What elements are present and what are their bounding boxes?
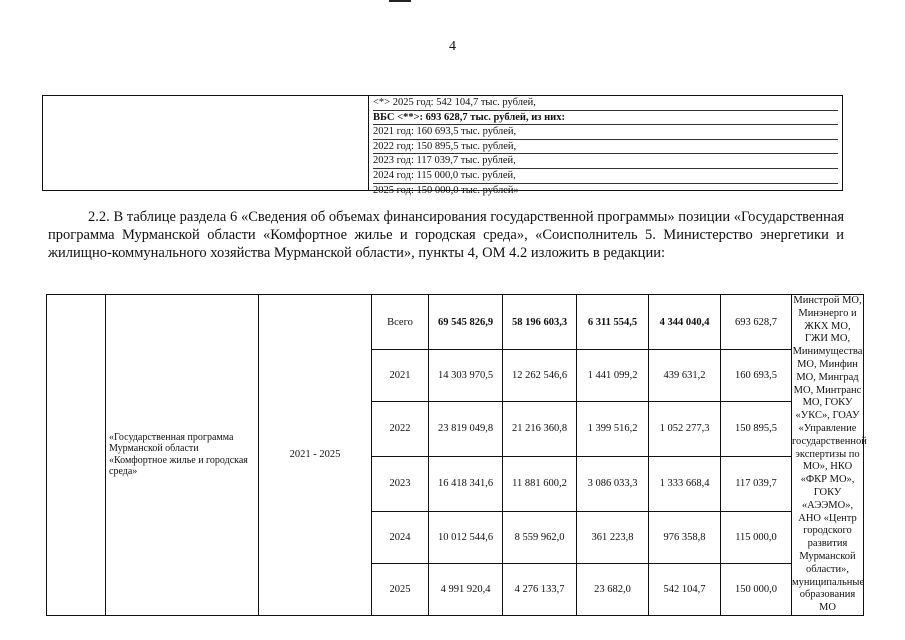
value-local: 439 631,2 [649,350,721,401]
funding-line: 2025 год: 150 000,0 тыс. рублей» [373,184,519,196]
value-federal: 23 682,0 [577,564,649,616]
funding-line: <*> 2025 год: 542 104,7 тыс. рублей, [373,96,838,111]
value-regional: 58 196 603,3 [503,295,577,350]
value-federal: 1 441 099,2 [577,350,649,401]
funding-line: 2021 год: 160 693,5 тыс. рублей, [373,125,838,140]
value-total: 69 545 826,9 [429,295,503,350]
empty-number-cell [47,295,106,616]
value-total: 23 819 049,8 [429,401,503,456]
funding-line: 2023 год: 117 039,7 тыс. рублей, [373,154,838,169]
value-local: 542 104,7 [649,564,721,616]
program-name: «Государственная программа Мурманской области «Комфортное жилье и городская среда» [106,295,259,616]
funding-lines [373,96,838,197]
amendment-paragraph: 2.2. В таблице раздела 6 «Сведения об объемах финансирования государственной программы» позиции «Государственная программа Мурманской области «Комфортное жилье и городская среда», «Соисполнитель 5. Министерство энергетики и жилищно-коммунального хозяйства Мурманской области», пункты 4, ОМ 4.2 изложить в редакции: [48,209,844,261]
value-vbs: 160 693,5 [721,350,792,401]
value-vbs: 150 895,5 [721,401,792,456]
value-regional: 8 559 962,0 [503,511,577,564]
executors-cell: Минстрой МО, Минэнерго и ЖКХ МО, ГЖИ МО, Минимущества МО, Минфин МО, Минград МО, Минтранс МО, ГОКУ «УКС», ГОАУ «Управление государственной экспертизы по МО», НКО «ФКР МО», ГОКУ «АЭЭМО», АНО «Центр городского развития Мурманской области», муниципальные образования МО [792,295,864,616]
value-regional: 11 881 600,2 [503,456,577,511]
financing-table [46,294,867,616]
funding-line: 2022 год: 150 895,5 тыс. рублей, [373,140,838,155]
row-year: 2025 [372,564,429,616]
funding-line-vbs: ВБС <**>: 693 628,7 тыс. рублей, из них: [373,111,838,126]
value-local: 4 344 040,4 [649,295,721,350]
table-divider [368,96,369,190]
value-local: 976 358,8 [649,511,721,564]
value-local: 1 052 277,3 [649,401,721,456]
row-year: 2022 [372,401,429,456]
value-total: 4 991 920,4 [429,564,503,616]
value-regional: 12 262 546,6 [503,350,577,401]
continuation-table [42,95,843,196]
row-year: 2023 [372,456,429,511]
value-total: 10 012 544,6 [429,511,503,564]
funding-line: 2024 год: 115 000,0 тыс. рублей, [373,169,838,184]
page-number: 4 [449,39,456,54]
value-vbs: 693 628,7 [721,295,792,350]
value-federal: 6 311 554,5 [577,295,649,350]
value-federal: 361 223,8 [577,511,649,564]
row-year: 2021 [372,350,429,401]
value-regional: 21 216 360,8 [503,401,577,456]
page-top-mark [389,0,411,2]
value-vbs: 115 000,0 [721,511,792,564]
table-row [47,295,864,350]
value-total: 14 303 970,5 [429,350,503,401]
value-total: 16 418 341,6 [429,456,503,511]
value-vbs: 150 000,0 [721,564,792,616]
value-vbs: 117 039,7 [721,456,792,511]
row-year: 2024 [372,511,429,564]
value-regional: 4 276 133,7 [503,564,577,616]
value-federal: 3 086 033,3 [577,456,649,511]
program-period: 2021 - 2025 [259,295,372,616]
value-federal: 1 399 516,2 [577,401,649,456]
row-year: Всего [372,295,429,350]
value-local: 1 333 668,4 [649,456,721,511]
